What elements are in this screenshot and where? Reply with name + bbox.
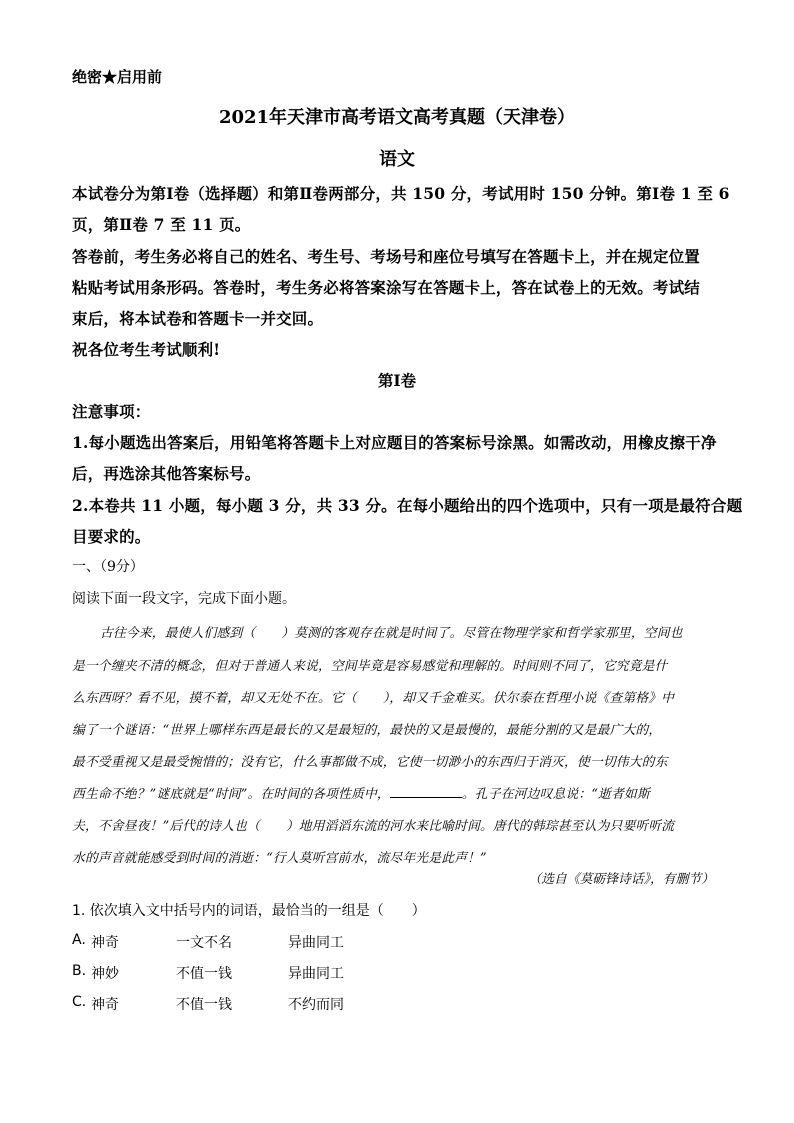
subject-title: 语文 [379,149,415,170]
fill-blank [390,785,462,798]
intro-line: 粘贴考试用条形码。答卷时，考生务必将答案涂写在答题卡上，答在试卷上的无效。考试结 [72,278,701,297]
option-word: 一文不名 [176,935,232,951]
passage-line: 是一个缠夹不清的概念，但对于普通人来说，空间毕竟是容易感觉和理解的。时间则不同了，它究竟是什 [72,659,668,674]
option-word: 不值一钱 [176,997,232,1013]
option-row [0,963,794,983]
passage-line: 最不受重视又是最受惋惜的；没有它，什么事都做不成，它使一切渺小的东西归于消灭，使一切伟大的东 [72,755,668,770]
notice-item: 1.每小题选出答案后，用铅笔将答题卡上对应题目的答案标号涂黑。如需改动，用橡皮擦干净 [72,433,717,452]
secret-label: 绝密★启用前 [72,68,163,86]
section-instruction: 阅读下面一段文字，完成下面小题。 [72,591,296,607]
passage-text: 。孔子在河边叹息说：“逝者如斯 [461,787,650,802]
notice-title: 注意事项： [72,402,151,421]
exam-title: 2021年天津市高考语文高考真题（天津卷） [218,107,576,128]
part1-heading: 第Ⅰ卷 [377,371,417,390]
intro-line: 本试卷分为第Ⅰ卷（选择题）和第Ⅱ卷两部分，共 150 分，考试用时 150 分钟。第Ⅰ卷 1 至 6 [72,184,730,203]
option-row [0,932,794,952]
option-letter: A. [72,932,86,948]
option-letter: C. [72,994,87,1010]
option-word: 不值一钱 [176,966,232,982]
intro-line: 束后，将本试卷和答题卡一并交回。 [72,309,324,328]
notice-item: 2.本卷共 11 小题，每小题 3 分，共 33 分。在每小题给出的四个选项中，只有一项是最符合题 [72,496,743,515]
option-word: 神妙 [91,966,119,982]
notice-item: 目要求的。 [72,527,151,546]
option-letter: B. [72,963,87,979]
option-word: 神奇 [91,997,119,1013]
passage-line: 么东西呀？看不见，摸不着，却又无处不在。它（ ），却又千金难买。伏尔泰在哲理小说《查第格》中 [72,691,675,706]
passage-line: 夫，不舍昼夜！”后代的诗人也（ ）地用滔滔东流的河水来比喻时间。唐代的韩琮甚至认为只要听听流 [72,819,675,834]
good-luck-line: 祝各位考生考试顺利! [72,340,221,359]
option-word: 异曲同工 [288,966,344,982]
section-heading: 一、（9分） [72,559,144,575]
option-word: 异曲同工 [288,935,344,951]
passage-text: 西生命不绝？”谜底就是“时间”。在时间的各项性质中， [72,787,390,802]
passage-line: 编了一个谜语：“世界上哪样东西是最长的又是最短的，最快的又是最慢的，最能分割的又是最广大的， [72,723,662,738]
question-stem: 1. 依次填入文中括号内的词语，最恰当的一组是（ ） [72,903,426,919]
option-row [0,994,794,1014]
option-word: 不约而同 [288,997,344,1013]
intro-line: 页，第Ⅱ卷 7 至 11 页。 [72,215,251,234]
intro-line: 答卷前，考生务必将自己的姓名、考生号、考场号和座位号填写在答题卡上，并在规定位置 [72,247,701,266]
passage-line: 水的声音就能感受到时间的消逝：“行人莫听宫前水，流尽年光是此声！” [72,851,487,866]
notice-item: 后，再选涂其他答案标号。 [72,464,261,483]
passage-line: 古往今来，最使人们感到（ ）莫测的客观存在就是时间了。尽管在物理学家和哲学家那里，空间也 [100,626,683,641]
passage-source: （选自《莫砺锋诗话》，有删节） [528,872,714,887]
passage-line [72,783,650,802]
option-word: 神奇 [91,935,119,951]
